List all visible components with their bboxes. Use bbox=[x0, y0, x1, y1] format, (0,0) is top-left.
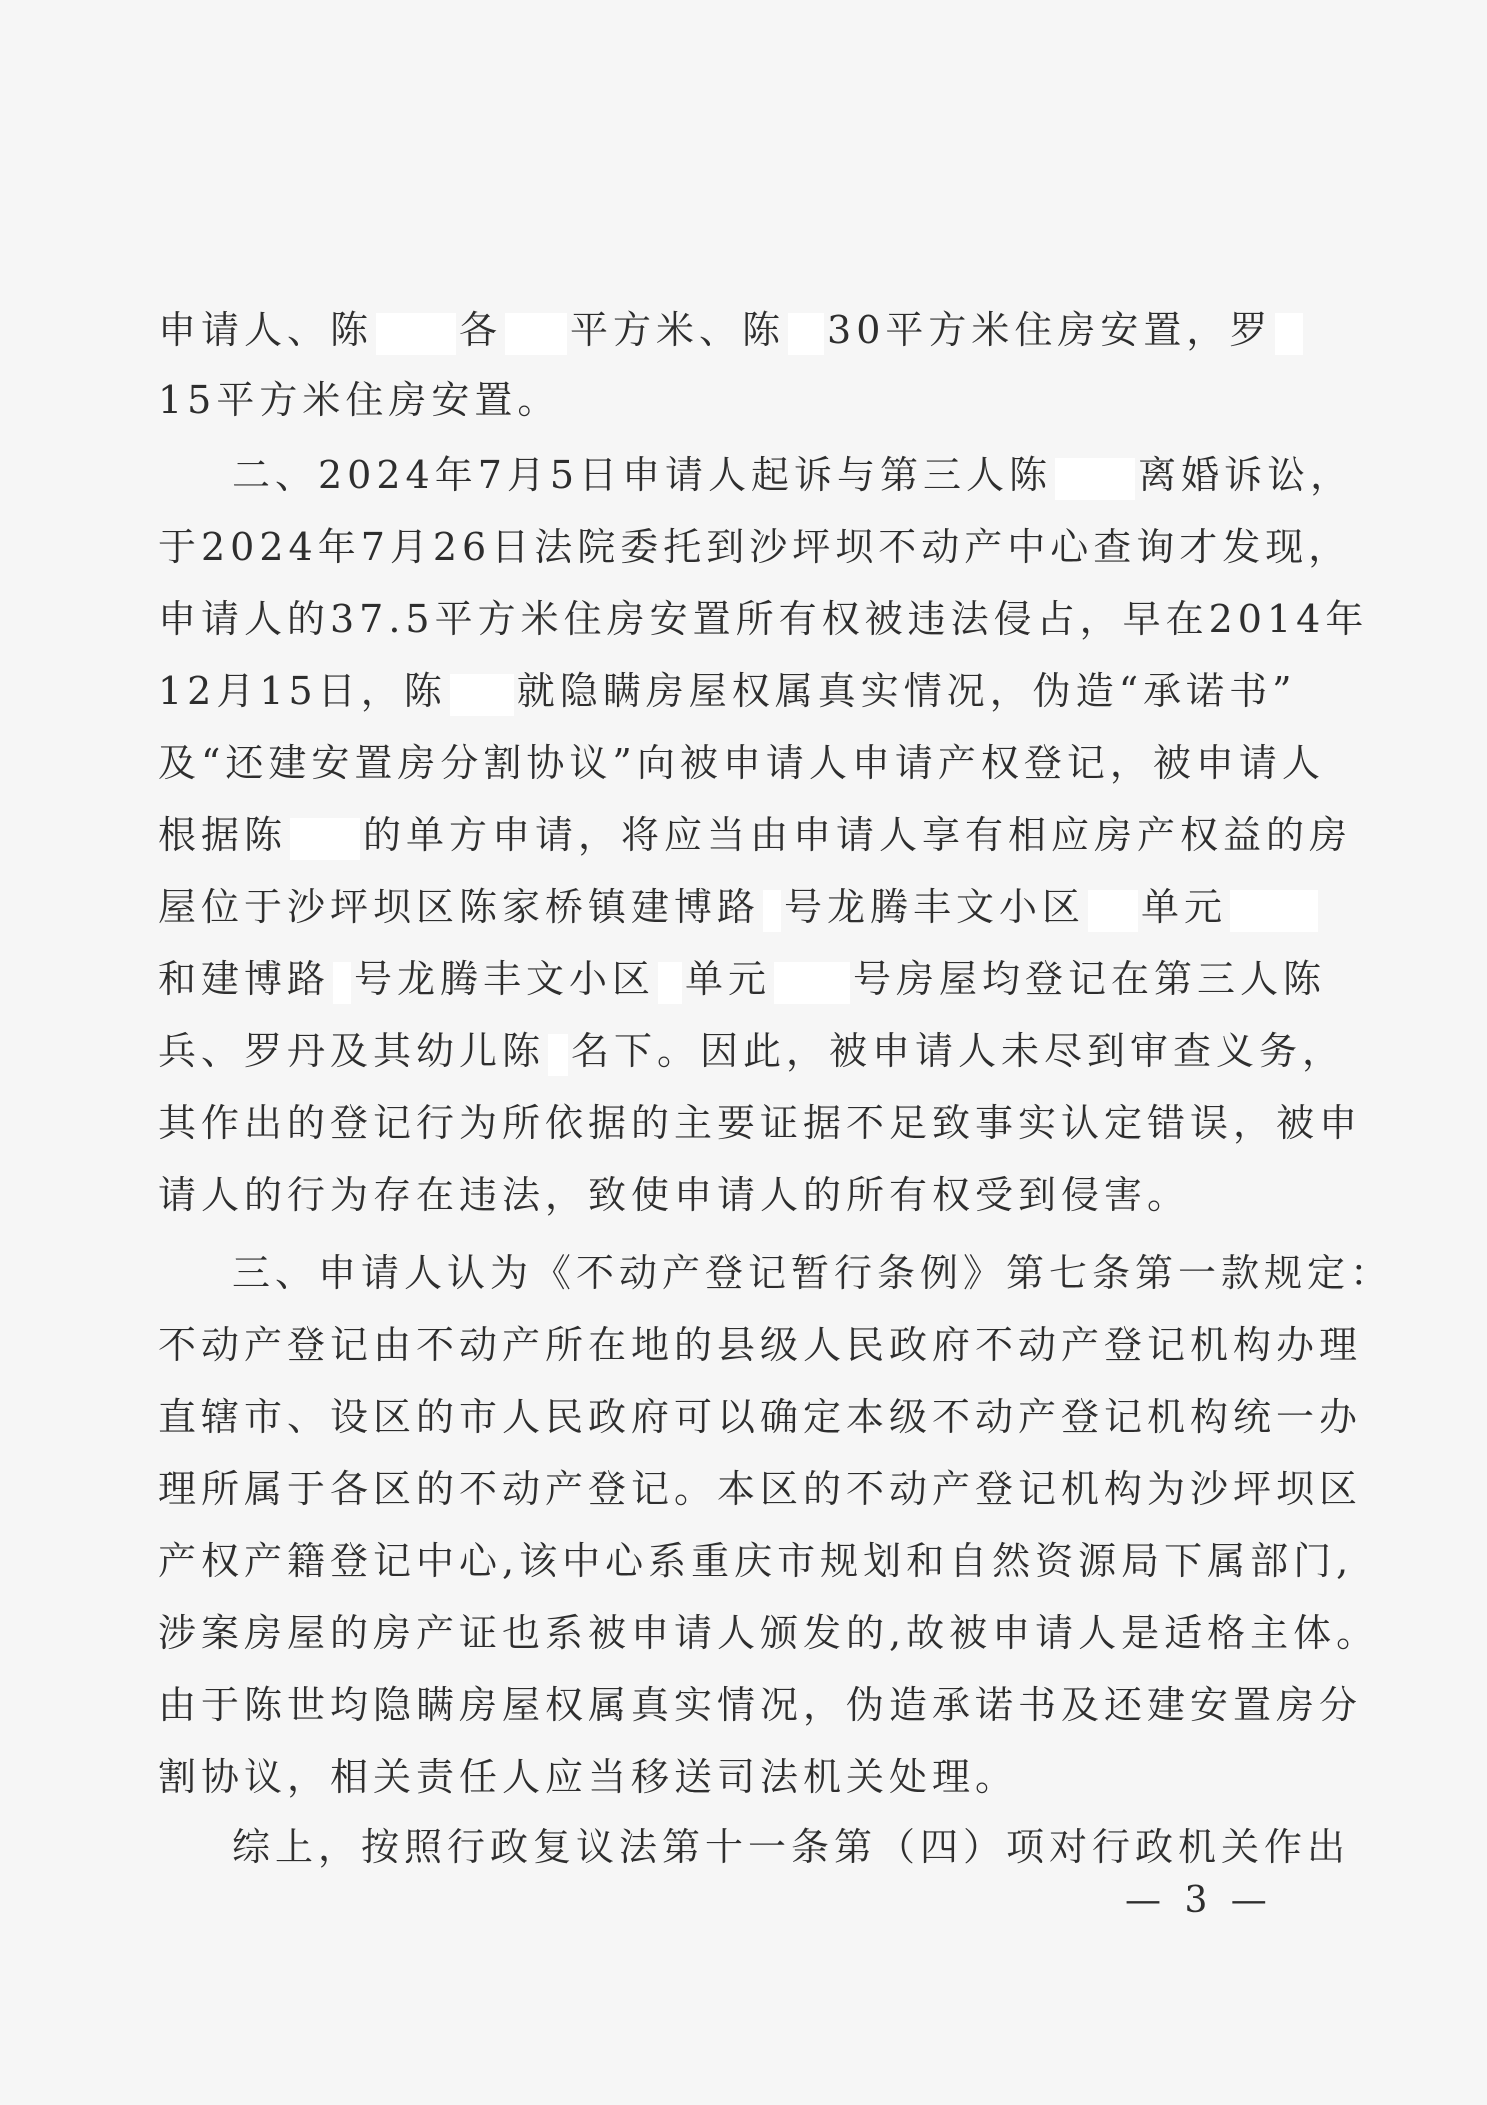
text-line: 产权产籍登记中心,该中心系重庆市规划和自然资源局下属部门, bbox=[158, 1539, 1354, 1583]
paragraph-start-line: 三、申请人认为《不动产登记暂行条例》第七条第一款规定： bbox=[232, 1251, 1394, 1295]
redaction-box bbox=[450, 674, 514, 716]
redaction-box bbox=[788, 313, 824, 355]
paragraph-start-line: 二、2024年7月5日申请人起诉与第三人陈 离婚诉讼， bbox=[232, 440, 1332, 510]
redaction-box bbox=[376, 313, 456, 355]
text-line: 申请人、陈 各 平方米、陈 30平方米住房安置，罗 bbox=[158, 295, 1258, 365]
redaction-box bbox=[505, 313, 567, 355]
text-line: 根据陈 的单方申请，将应当由申请人享有相应房产权益的房 bbox=[158, 800, 1258, 870]
text-line: 涉案房屋的房产证也系被申请人颁发的,故被申请人是适格主体。 bbox=[158, 1611, 1380, 1655]
redaction-box bbox=[1088, 890, 1138, 932]
redaction-box bbox=[658, 962, 682, 1004]
text-line: 其作出的登记行为所依据的主要证据不足致事实认定错误，被申 bbox=[158, 1101, 1363, 1145]
text-line: 请人的行为存在违法，致使申请人的所有权受到侵害。 bbox=[158, 1173, 1191, 1217]
text-line: 不动产登记由不动产所在地的县级人民政府不动产登记机构办理 bbox=[158, 1323, 1363, 1367]
text-line: 屋位于沙坪坝区陈家桥镇建博路 号龙腾丰文小区 单元 bbox=[158, 872, 1258, 942]
redaction-box bbox=[548, 1034, 568, 1076]
page-number: — 3 — bbox=[1125, 1880, 1273, 1921]
redaction-box bbox=[333, 962, 351, 1004]
text-line: 兵、罗丹及其幼儿陈 名下。因此，被申请人未尽到审查义务， bbox=[158, 1016, 1258, 1086]
text-line: 15平方米住房安置。 bbox=[158, 378, 561, 422]
redaction-box bbox=[763, 890, 781, 932]
redaction-box bbox=[1275, 313, 1303, 355]
text-line: 理所属于各区的不动产登记。本区的不动产登记机构为沙坪坝区 bbox=[158, 1467, 1363, 1511]
text-line: 申请人的37.5平方米住房安置所有权被违法侵占，早在2014年 bbox=[158, 597, 1369, 641]
text-line: 及“还建安置房分割协议”向被申请人申请产权登记，被申请人 bbox=[158, 741, 1325, 785]
redaction-box bbox=[1055, 458, 1135, 500]
redaction-box bbox=[1230, 890, 1318, 932]
text-line: 直辖市、设区的市人民政府可以确定本级不动产登记机构统一办 bbox=[158, 1395, 1363, 1439]
text-line: 割协议，相关责任人应当移送司法机关处理。 bbox=[158, 1755, 1019, 1799]
redaction-box bbox=[290, 818, 360, 860]
text-line: 于2024年7月26日法院委托到沙坪坝不动产中心查询才发现， bbox=[158, 525, 1352, 569]
text-line: 由于陈世均隐瞒房屋权属真实情况，伪造承诺书及还建安置房分 bbox=[158, 1683, 1363, 1727]
paragraph-start-line: 综上，按照行政复议法第十一条第（四）项对行政机关作出 bbox=[232, 1825, 1351, 1869]
text-line: 12月15日，陈 就隐瞒房屋权属真实情况，伪造“承诺书” bbox=[158, 656, 1258, 726]
text-line: 和建博路 号龙腾丰文小区 单元 号房屋均登记在第三人陈 bbox=[158, 944, 1258, 1014]
redaction-box bbox=[774, 962, 850, 1004]
